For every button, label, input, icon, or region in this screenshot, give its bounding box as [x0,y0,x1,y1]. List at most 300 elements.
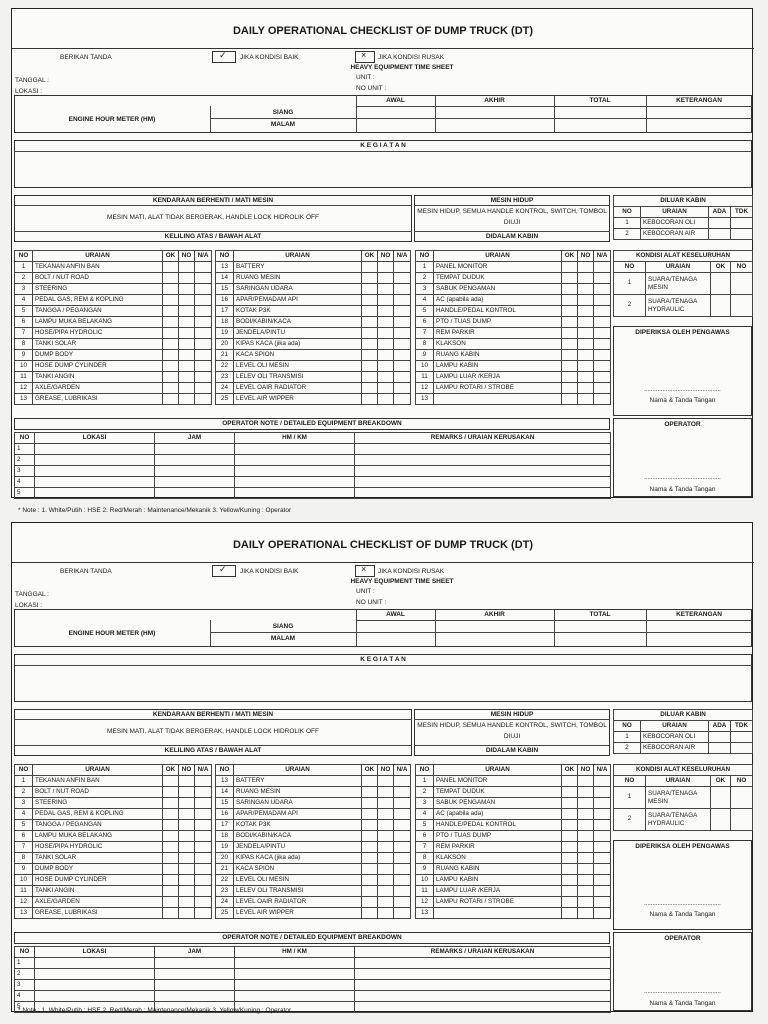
note-cell[interactable] [155,980,235,991]
check-cell[interactable] [378,383,394,394]
check-cell[interactable] [179,383,195,394]
check-cell[interactable] [394,864,411,875]
check-cell[interactable] [378,361,394,372]
check-cell[interactable] [394,875,411,886]
check-cell[interactable] [179,798,195,809]
check-cell[interactable] [731,218,753,229]
check-cell[interactable] [179,262,195,273]
check-cell[interactable] [578,886,594,897]
check-cell[interactable] [362,273,378,284]
check-cell[interactable] [195,328,212,339]
check-cell[interactable] [394,897,411,908]
check-cell[interactable] [578,317,594,328]
check-cell[interactable] [195,798,212,809]
check-cell[interactable] [378,776,394,787]
check-cell[interactable] [378,394,394,405]
check-cell[interactable] [378,262,394,273]
check-cell[interactable] [195,897,212,908]
check-cell[interactable] [378,787,394,798]
check-cell[interactable] [731,809,753,831]
check-cell[interactable] [362,809,378,820]
check-cell[interactable] [394,328,411,339]
check-cell[interactable] [378,350,394,361]
check-cell[interactable] [394,787,411,798]
row-number: 22 [216,875,234,886]
check-cell[interactable] [394,820,411,831]
col-tdk: TDK [731,207,753,218]
check-cell[interactable] [394,809,411,820]
check-cell[interactable] [378,273,394,284]
check-cell[interactable] [394,776,411,787]
note-cell[interactable] [35,444,155,455]
check-cell[interactable] [163,295,179,306]
check-cell[interactable] [179,284,195,295]
check-cell[interactable] [562,273,578,284]
note-cell[interactable] [355,488,611,499]
note-cell[interactable] [355,477,611,488]
check-cell[interactable] [562,306,578,317]
check-cell[interactable] [378,317,394,328]
check-cell[interactable] [163,809,179,820]
note-cell[interactable] [235,980,355,991]
note-cell[interactable] [35,980,155,991]
check-cell[interactable] [195,394,212,405]
check-cell[interactable] [594,317,611,328]
check-cell[interactable] [562,328,578,339]
check-cell[interactable] [195,886,212,897]
row-label: TEKANAN ANFIN BAN [33,776,163,787]
check-cell[interactable] [562,383,578,394]
check-cell[interactable] [562,831,578,842]
check-cell[interactable] [394,339,411,350]
note-cell[interactable] [235,444,355,455]
check-cell[interactable] [709,229,731,240]
check-cell[interactable] [578,350,594,361]
check-cell[interactable] [163,306,179,317]
check-cell[interactable] [195,787,212,798]
check-cell[interactable] [394,394,411,405]
check-cell[interactable] [179,864,195,875]
check-cell[interactable] [362,787,378,798]
note-cell[interactable] [355,1002,611,1013]
note-cell[interactable] [35,488,155,499]
check-cell[interactable] [195,831,212,842]
check-cell[interactable] [362,317,378,328]
check-cell[interactable] [179,820,195,831]
check-cell[interactable] [378,820,394,831]
check-cell[interactable] [578,339,594,350]
check-cell[interactable] [578,842,594,853]
check-cell[interactable] [562,853,578,864]
check-cell[interactable] [578,776,594,787]
table-row [15,466,611,477]
check-cell[interactable] [362,864,378,875]
check-cell[interactable] [362,350,378,361]
check-cell[interactable] [562,897,578,908]
note-cell[interactable] [155,991,235,1002]
check-cell[interactable] [179,886,195,897]
check-cell[interactable] [179,897,195,908]
check-cell[interactable] [163,853,179,864]
check-cell[interactable] [378,831,394,842]
check-cell[interactable] [562,787,578,798]
check-cell[interactable] [195,383,212,394]
row-label: PEDAL GAS, REM & KOPLING [33,295,163,306]
check-cell[interactable] [578,295,594,306]
check-cell[interactable] [578,383,594,394]
check-cell[interactable] [578,809,594,820]
check-cell[interactable] [179,787,195,798]
check-cell[interactable] [562,284,578,295]
check-cell[interactable] [594,361,611,372]
note-cell[interactable] [35,991,155,1002]
check-cell[interactable] [378,328,394,339]
table-row [416,361,611,372]
check-cell[interactable] [163,776,179,787]
note-cell[interactable] [155,488,235,499]
check-cell[interactable] [163,262,179,273]
check-cell[interactable] [578,262,594,273]
check-cell[interactable] [394,908,411,919]
check-cell[interactable] [179,306,195,317]
note-cell[interactable] [155,466,235,477]
check-cell[interactable] [578,897,594,908]
check-cell[interactable] [578,820,594,831]
check-cell[interactable] [163,372,179,383]
check-cell[interactable] [578,853,594,864]
check-cell[interactable] [163,897,179,908]
check-cell[interactable] [195,361,212,372]
check-cell[interactable] [163,787,179,798]
check-cell[interactable] [394,273,411,284]
row-label: HOSE/PIPA HYDROLIC [33,842,163,853]
check-cell[interactable] [179,853,195,864]
note-cell[interactable] [35,958,155,969]
check-cell[interactable] [362,908,378,919]
check-cell[interactable] [362,820,378,831]
check-cell[interactable] [179,908,195,919]
check-cell[interactable] [594,831,611,842]
check-cell[interactable] [179,372,195,383]
check-cell[interactable] [394,295,411,306]
note-cell[interactable] [35,969,155,980]
check-cell[interactable] [195,295,212,306]
check-cell[interactable] [394,383,411,394]
check-cell[interactable] [594,284,611,295]
row-label: TEKANAN ANFIN BAN [33,262,163,273]
check-cell[interactable] [362,361,378,372]
check-cell[interactable] [362,328,378,339]
check-cell[interactable] [362,284,378,295]
check-cell[interactable] [709,732,731,743]
check-cell[interactable] [163,284,179,295]
check-cell[interactable] [578,831,594,842]
note-cell[interactable] [355,444,611,455]
check-cell[interactable] [195,842,212,853]
check-cell[interactable] [394,831,411,842]
check-cell[interactable] [179,842,195,853]
note-cell[interactable] [35,466,155,477]
check-cell[interactable] [394,372,411,383]
check-cell[interactable] [594,372,611,383]
check-cell[interactable] [711,809,731,831]
check-cell[interactable] [163,886,179,897]
check-cell[interactable] [594,339,611,350]
check-cell[interactable] [562,820,578,831]
check-cell[interactable] [163,339,179,350]
note-cell[interactable] [355,980,611,991]
check-cell[interactable] [362,875,378,886]
check-cell[interactable] [163,842,179,853]
check-cell[interactable] [578,798,594,809]
check-cell[interactable] [195,350,212,361]
check-cell[interactable] [594,273,611,284]
check-cell[interactable] [163,350,179,361]
check-cell[interactable] [594,787,611,798]
check-cell[interactable] [394,886,411,897]
check-cell[interactable] [378,908,394,919]
check-cell[interactable] [195,262,212,273]
check-cell[interactable] [562,350,578,361]
check-cell[interactable] [179,350,195,361]
row-label: BODI/KABIN/KACA [234,831,362,842]
check-cell[interactable] [163,908,179,919]
check-cell[interactable] [195,284,212,295]
check-cell[interactable] [378,798,394,809]
check-cell[interactable] [562,842,578,853]
check-cell[interactable] [163,798,179,809]
check-cell[interactable] [394,842,411,853]
check-cell[interactable] [179,295,195,306]
check-cell[interactable] [578,787,594,798]
check-cell[interactable] [195,853,212,864]
check-cell[interactable] [562,809,578,820]
check-cell[interactable] [378,295,394,306]
check-cell[interactable] [394,284,411,295]
check-cell[interactable] [195,339,212,350]
note-cell[interactable] [155,444,235,455]
check-cell[interactable] [362,394,378,405]
row-label: LAMPU ROTARI / STROBE [434,897,562,908]
check-cell[interactable] [394,853,411,864]
check-cell[interactable] [378,864,394,875]
note-cell[interactable] [155,477,235,488]
check-cell[interactable] [578,394,594,405]
note-cell[interactable] [235,488,355,499]
check-cell[interactable] [394,361,411,372]
check-cell[interactable] [362,776,378,787]
check-cell[interactable] [731,295,753,317]
check-cell[interactable] [711,787,731,809]
check-cell[interactable] [394,317,411,328]
check-cell[interactable] [163,361,179,372]
check-cell[interactable] [378,842,394,853]
check-cell[interactable] [578,273,594,284]
note-cell[interactable] [355,455,611,466]
check-cell[interactable] [594,350,611,361]
check-cell[interactable] [594,328,611,339]
check-cell[interactable] [163,831,179,842]
check-cell[interactable] [594,875,611,886]
check-cell[interactable] [378,372,394,383]
check-cell[interactable] [594,886,611,897]
check-cell[interactable] [179,831,195,842]
check-cell[interactable] [562,361,578,372]
check-cell[interactable] [562,908,578,919]
check-icon: ✓ [219,564,227,574]
check-cell[interactable] [195,776,212,787]
check-cell[interactable] [709,743,731,754]
check-cell[interactable] [562,798,578,809]
check-cell[interactable] [362,339,378,350]
check-cell[interactable] [594,908,611,919]
check-cell[interactable] [378,284,394,295]
check-cell[interactable] [731,732,753,743]
note-cell[interactable] [235,477,355,488]
check-cell[interactable] [163,383,179,394]
check-cell[interactable] [179,875,195,886]
check-cell[interactable] [578,864,594,875]
check-cell[interactable] [594,383,611,394]
check-cell[interactable] [378,886,394,897]
check-cell[interactable] [362,372,378,383]
check-cell[interactable] [179,328,195,339]
check-cell[interactable] [163,820,179,831]
check-cell[interactable] [394,798,411,809]
check-cell[interactable] [594,262,611,273]
check-cell[interactable] [378,897,394,908]
check-cell[interactable] [562,317,578,328]
check-cell[interactable] [378,306,394,317]
note-cell[interactable] [155,958,235,969]
check-cell[interactable] [195,908,212,919]
check-cell[interactable] [711,273,731,295]
check-cell[interactable] [594,864,611,875]
check-cell[interactable] [179,776,195,787]
check-cell[interactable] [195,875,212,886]
check-cell[interactable] [562,339,578,350]
check-cell[interactable] [578,875,594,886]
note-cell[interactable] [355,991,611,1002]
check-cell[interactable] [731,273,753,295]
check-cell[interactable] [394,262,411,273]
check-cell[interactable] [562,886,578,897]
note-cell[interactable] [155,969,235,980]
check-cell[interactable] [578,361,594,372]
check-cell[interactable] [594,295,611,306]
check-cell[interactable] [394,306,411,317]
check-cell[interactable] [195,273,212,284]
check-cell[interactable] [362,842,378,853]
check-cell[interactable] [362,897,378,908]
row-label: KACA SPION [234,350,362,361]
check-cell[interactable] [378,875,394,886]
check-cell[interactable] [362,886,378,897]
check-cell[interactable] [179,809,195,820]
check-cell[interactable] [195,306,212,317]
check-cell[interactable] [362,798,378,809]
note-cell[interactable] [235,991,355,1002]
check-cell[interactable] [594,820,611,831]
note-cell[interactable] [235,969,355,980]
check-cell[interactable] [179,361,195,372]
check-cell[interactable] [179,317,195,328]
check-cell[interactable] [378,809,394,820]
check-cell[interactable] [594,394,611,405]
check-cell[interactable] [362,306,378,317]
check-cell[interactable] [163,875,179,886]
check-cell[interactable] [562,262,578,273]
note-cell[interactable] [35,477,155,488]
check-cell[interactable] [179,394,195,405]
note-cell[interactable] [355,958,611,969]
check-cell[interactable] [362,853,378,864]
check-cell[interactable] [594,809,611,820]
check-cell[interactable] [195,809,212,820]
check-cell[interactable] [578,328,594,339]
check-cell[interactable] [594,897,611,908]
check-cell[interactable] [378,339,394,350]
note-cell[interactable] [235,455,355,466]
check-cell[interactable] [362,295,378,306]
check-cell[interactable] [362,383,378,394]
check-cell[interactable] [179,339,195,350]
note-cell[interactable] [235,958,355,969]
check-cell[interactable] [163,864,179,875]
check-cell[interactable] [562,864,578,875]
note-cell[interactable] [155,455,235,466]
check-cell[interactable] [163,328,179,339]
check-cell[interactable] [711,295,731,317]
check-cell[interactable] [195,864,212,875]
check-cell[interactable] [731,743,753,754]
check-cell[interactable] [562,875,578,886]
check-cell[interactable] [594,798,611,809]
check-cell[interactable] [163,317,179,328]
check-cell[interactable] [594,853,611,864]
check-cell[interactable] [378,853,394,864]
note-cell[interactable] [355,466,611,477]
check-cell[interactable] [179,273,195,284]
check-cell[interactable] [195,317,212,328]
note-cell[interactable] [35,455,155,466]
check-cell[interactable] [731,787,753,809]
check-cell[interactable] [709,218,731,229]
check-cell[interactable] [562,394,578,405]
check-cell[interactable] [163,394,179,405]
check-cell[interactable] [362,262,378,273]
note-cell[interactable] [235,466,355,477]
check-cell[interactable] [562,372,578,383]
check-cell[interactable] [594,776,611,787]
check-cell[interactable] [594,842,611,853]
check-cell[interactable] [578,908,594,919]
check-cell[interactable] [578,372,594,383]
check-cell[interactable] [594,306,611,317]
check-cell[interactable] [394,350,411,361]
check-cell[interactable] [195,372,212,383]
check-cell[interactable] [195,820,212,831]
check-cell[interactable] [562,295,578,306]
check-cell[interactable] [731,229,753,240]
check-cell[interactable] [562,776,578,787]
note-cell[interactable] [355,969,611,980]
check-cell[interactable] [362,831,378,842]
check-cell[interactable] [163,273,179,284]
check-cell[interactable] [578,284,594,295]
jika-rusak-label: JIKA KONDISI RUSAK [378,54,445,61]
check-cell[interactable] [578,306,594,317]
